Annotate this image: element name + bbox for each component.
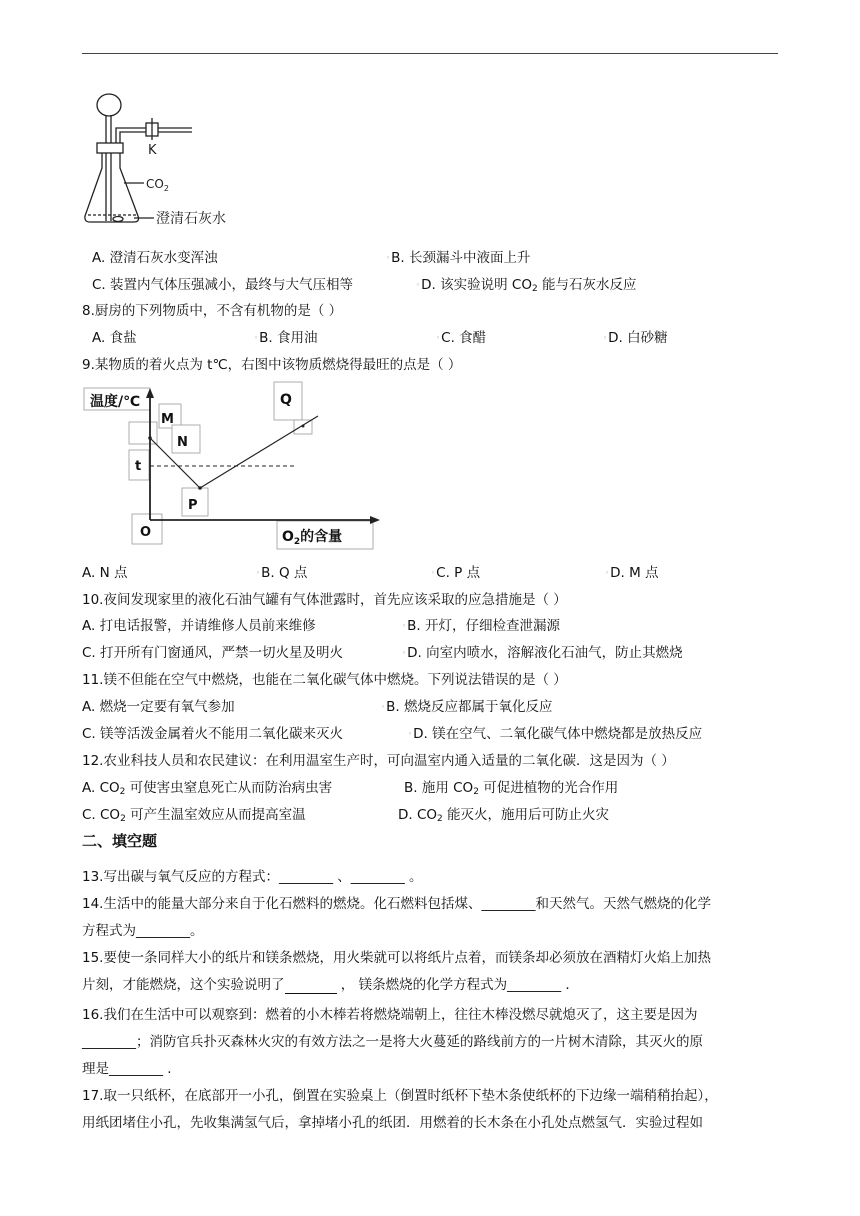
q11-option-a[interactable]: A. 燃烧一定要有氧气参加 xyxy=(82,699,235,715)
q9-option-a[interactable]: A. N 点 xyxy=(82,565,128,581)
point-n-label: N xyxy=(177,435,188,450)
section-2-heading: 二、填空题 xyxy=(82,832,158,850)
q9-option-b[interactable]: ◦B. Q 点 xyxy=(256,565,308,581)
q8-option-c[interactable]: ◦C. 食醋 xyxy=(436,330,487,346)
label-limewater: 澄清石灰水 xyxy=(156,211,226,227)
header-rule xyxy=(82,53,778,54)
q10-option-b[interactable]: ◦B. 开灯，仔细检查泄漏源 xyxy=(402,618,560,634)
q15-blank[interactable] xyxy=(285,977,337,994)
q14-line-2: 方程式为________。 xyxy=(82,923,204,939)
q11-stem: 11.镁不但能在空气中燃烧，也能在二氧化碳气体中燃烧。下列说法错误的是（ ） xyxy=(82,672,567,688)
q10-option-a[interactable]: A. 打电话报警，并请维修人员前来维修 xyxy=(82,618,316,634)
q14-line-1: 14.生活中的能量大部分来自于化石燃料的燃烧。化石燃料包括煤、________和天然气。天然气燃烧的化学 xyxy=(82,896,711,912)
flask-apparatus-figure xyxy=(82,88,262,230)
q11-option-b[interactable]: ◦B. 燃烧反应都属于氧化反应 xyxy=(381,699,553,715)
q15-line-2: 片刻，才能燃烧，这个实验说明了 ， 镁条燃烧的化学方程式为________ . xyxy=(82,977,570,993)
q10-option-c[interactable]: C. 打开所有门窗通风，严禁一切火星及明火 xyxy=(82,645,344,661)
chart-ylabel: 温度/℃ xyxy=(90,394,141,410)
q16-line-1: 16.我们在生活中可以观察到：燃着的小木棒若将燃烧端朝上，往往木棒没燃尽就熄灭了，这主要是因为 xyxy=(82,1007,698,1023)
q8-stem: 8.厨房的下列物质中，不含有机物的是（ ） xyxy=(82,303,343,319)
q7-option-b[interactable]: ◦B. 长颈漏斗中液面上升 xyxy=(386,250,531,266)
q16-line-3: 理是________ . xyxy=(82,1061,172,1077)
q7-option-d[interactable]: ◦D. 该实验说明 $CO_2$ 能与石灰水反应 xyxy=(416,277,637,294)
point-q-label: Q xyxy=(280,392,292,408)
q8-option-b[interactable]: ◦B. 食用油 xyxy=(254,330,318,346)
q11-option-d[interactable]: ◦D. 镁在空气、二氧化碳气体中燃烧都是放热反应 xyxy=(408,726,703,742)
origin-label: O xyxy=(140,525,152,540)
q11-option-c[interactable]: C. 镁等活泼金属着火不能用二氧化碳来灭火 xyxy=(82,726,344,742)
label-co2: $CO_2$ xyxy=(146,177,169,193)
q9-stem: 9.某物质的着火点为 t℃，右图中该物质燃烧得最旺的点是（ ） xyxy=(82,357,462,373)
q9-temperature-chart xyxy=(82,380,382,552)
q7-option-a[interactable]: A. 澄清石灰水变浑浊 xyxy=(92,250,218,266)
point-p-label: P xyxy=(188,498,198,513)
q15-line-1: 15.要使一条同样大小的纸片和镁条燃烧，用火柴就可以将纸片点着，而镁条却必须放在酒精灯火焰上加热 xyxy=(82,950,711,966)
q13-text: 13.写出碳与氧气反应的方程式：________ 、________ 。 xyxy=(82,869,423,885)
point-m-label: M xyxy=(161,412,174,427)
q12-option-d[interactable]: D. $CO_2$ 能灭火，施用后可防止火灾 xyxy=(398,807,610,824)
q8-option-d[interactable]: ◦D. 白砂糖 xyxy=(603,330,668,346)
q8-option-a[interactable]: A. 食盐 xyxy=(92,330,137,346)
q12-option-c[interactable]: C. $CO_2$ 可产生温室效应从而提高室温 xyxy=(82,807,306,824)
q12-option-a[interactable]: A. $CO_2$ 可使害虫窒息死亡从而防治病虫害 xyxy=(82,780,333,797)
q7-option-b-text: B. 长颈漏斗中液面上升 xyxy=(391,250,531,266)
label-k: K xyxy=(148,143,157,158)
q10-stem: 10.夜间发现家里的液化石油气罐有气体泄露时，首先应该采取的应急措施是（ ） xyxy=(82,592,567,608)
q12-option-b[interactable]: B. 施用 $CO_2$ 可促进植物的光合作用 xyxy=(404,780,619,797)
chart-xlabel: $O_2$的含量 xyxy=(282,529,343,547)
q10-option-d[interactable]: ◦D. 向室内喷水，溶解液化石油气，防止其燃烧 xyxy=(402,645,683,661)
ignition-t-label: t xyxy=(135,459,142,474)
q16-line-2: ________；消防官兵扑灭森林火灾的有效方法之一是将大火蔓延的路线前方的一片树木清除，其灭火的原 xyxy=(82,1034,703,1050)
q7-option-c[interactable]: C. 装置内气体压强减小，最终与大气压相等 xyxy=(92,277,354,293)
q17-line-1: 17.取一只纸杯，在底部开一小孔，倒置在实验桌上（倒置时纸杯下垫木条使纸杯的下边缘一端稍稍抬起）， xyxy=(82,1088,718,1104)
q9-option-d[interactable]: ◦D. M 点 xyxy=(605,565,659,581)
q12-stem: 12.农业科技人员和农民建议：在利用温室生产时，可向温室内通入适量的二氧化碳．这是因为（ ） xyxy=(82,753,675,769)
q9-option-c[interactable]: ◦C. P 点 xyxy=(431,565,481,581)
q17-line-2: 用纸团堵住小孔，先收集满氢气后，拿掉堵小孔的纸团．用燃着的长木条在小孔处点燃氢气．实验过程如 xyxy=(82,1115,703,1131)
